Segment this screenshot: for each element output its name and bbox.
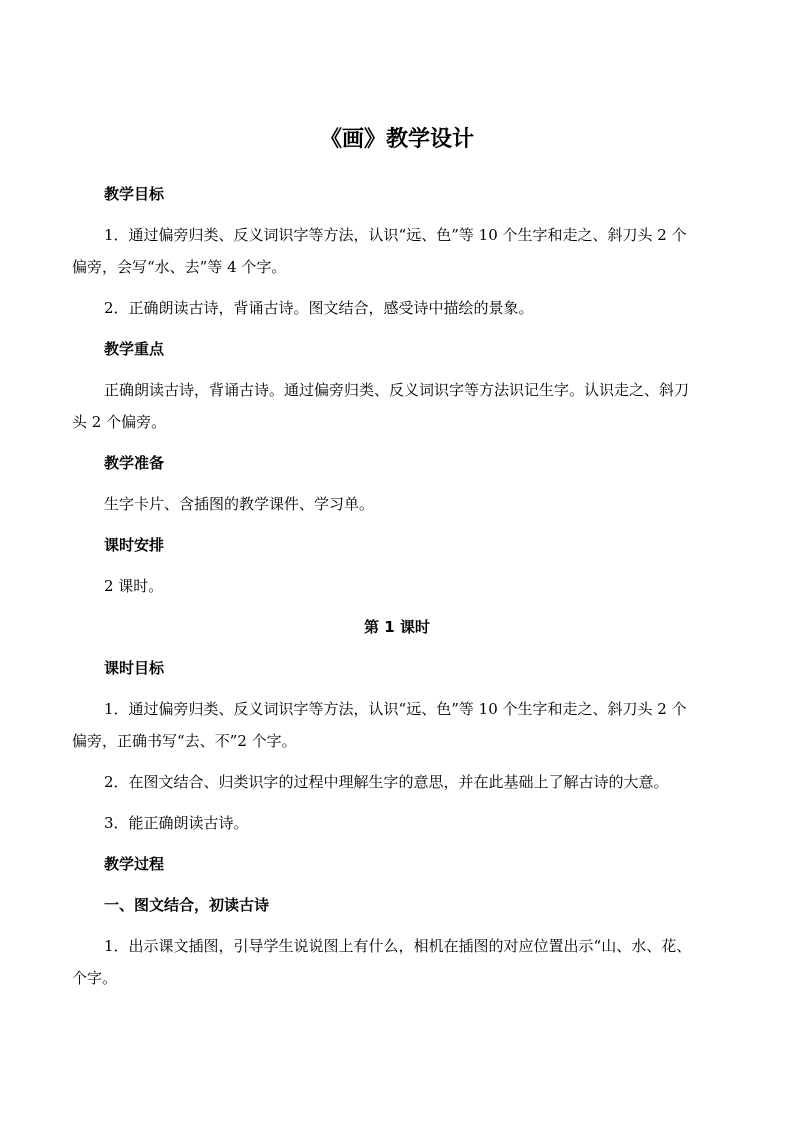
- paragraph-line: 2．在图文结合、归类识字的过程中理解生字的意思，并在此基础上了解古诗的大意。: [104, 773, 669, 791]
- paragraph-line: 1．通过偏旁归类、反义词识字等方法，认识“远、色”等 10 个生字和走之、斜刀头 2 个: [104, 226, 687, 244]
- section-heading-process: 教学过程: [104, 855, 165, 873]
- paragraph-line: 生字卡片、含插图的教学课件、学习单。: [104, 495, 375, 513]
- paragraph-line: 1．通过偏旁归类、反义词识字等方法，认识“远、色”等 10 个生字和走之、斜刀头 2 个: [104, 700, 687, 718]
- paragraph-line: 2．正确朗读古诗，背诵古诗。图文结合，感受诗中描绘的景象。: [104, 299, 534, 317]
- paragraph-line: 2 课时。: [104, 577, 164, 595]
- paragraph-line: 正确朗读古诗，背诵古诗。通过偏旁归类、反义词识字等方法识记生字。认识走之、斜刀: [104, 381, 690, 399]
- paragraph-line: 头 2 个偏旁。: [72, 413, 167, 431]
- section-heading-lesson-goals: 课时目标: [104, 659, 165, 677]
- paragraph-line: 1．出示课文插图，引导学生说说图上有什么，相机在插图的对应位置出示“山、水、花、: [104, 937, 692, 955]
- document-title: 《画》教学设计: [319, 127, 474, 152]
- section-heading-key-points: 教学重点: [104, 340, 165, 358]
- paragraph-line: 偏旁，正确书写“去、不”2 个字。: [72, 732, 297, 750]
- paragraph-line: 3．能正确朗读古诗。: [104, 814, 249, 832]
- section-heading-preparation: 教学准备: [104, 454, 165, 472]
- paragraph-line: 偏旁，会写“水、去”等 4 个字。: [72, 258, 287, 276]
- section-heading-teaching-goals: 教学目标: [104, 185, 165, 203]
- lesson-1-heading: 第 1 课时: [364, 618, 430, 636]
- paragraph-line: 个字。: [72, 969, 118, 987]
- subsection-heading-part-1: 一、图文结合，初读古诗: [104, 896, 270, 914]
- section-heading-schedule: 课时安排: [104, 536, 165, 554]
